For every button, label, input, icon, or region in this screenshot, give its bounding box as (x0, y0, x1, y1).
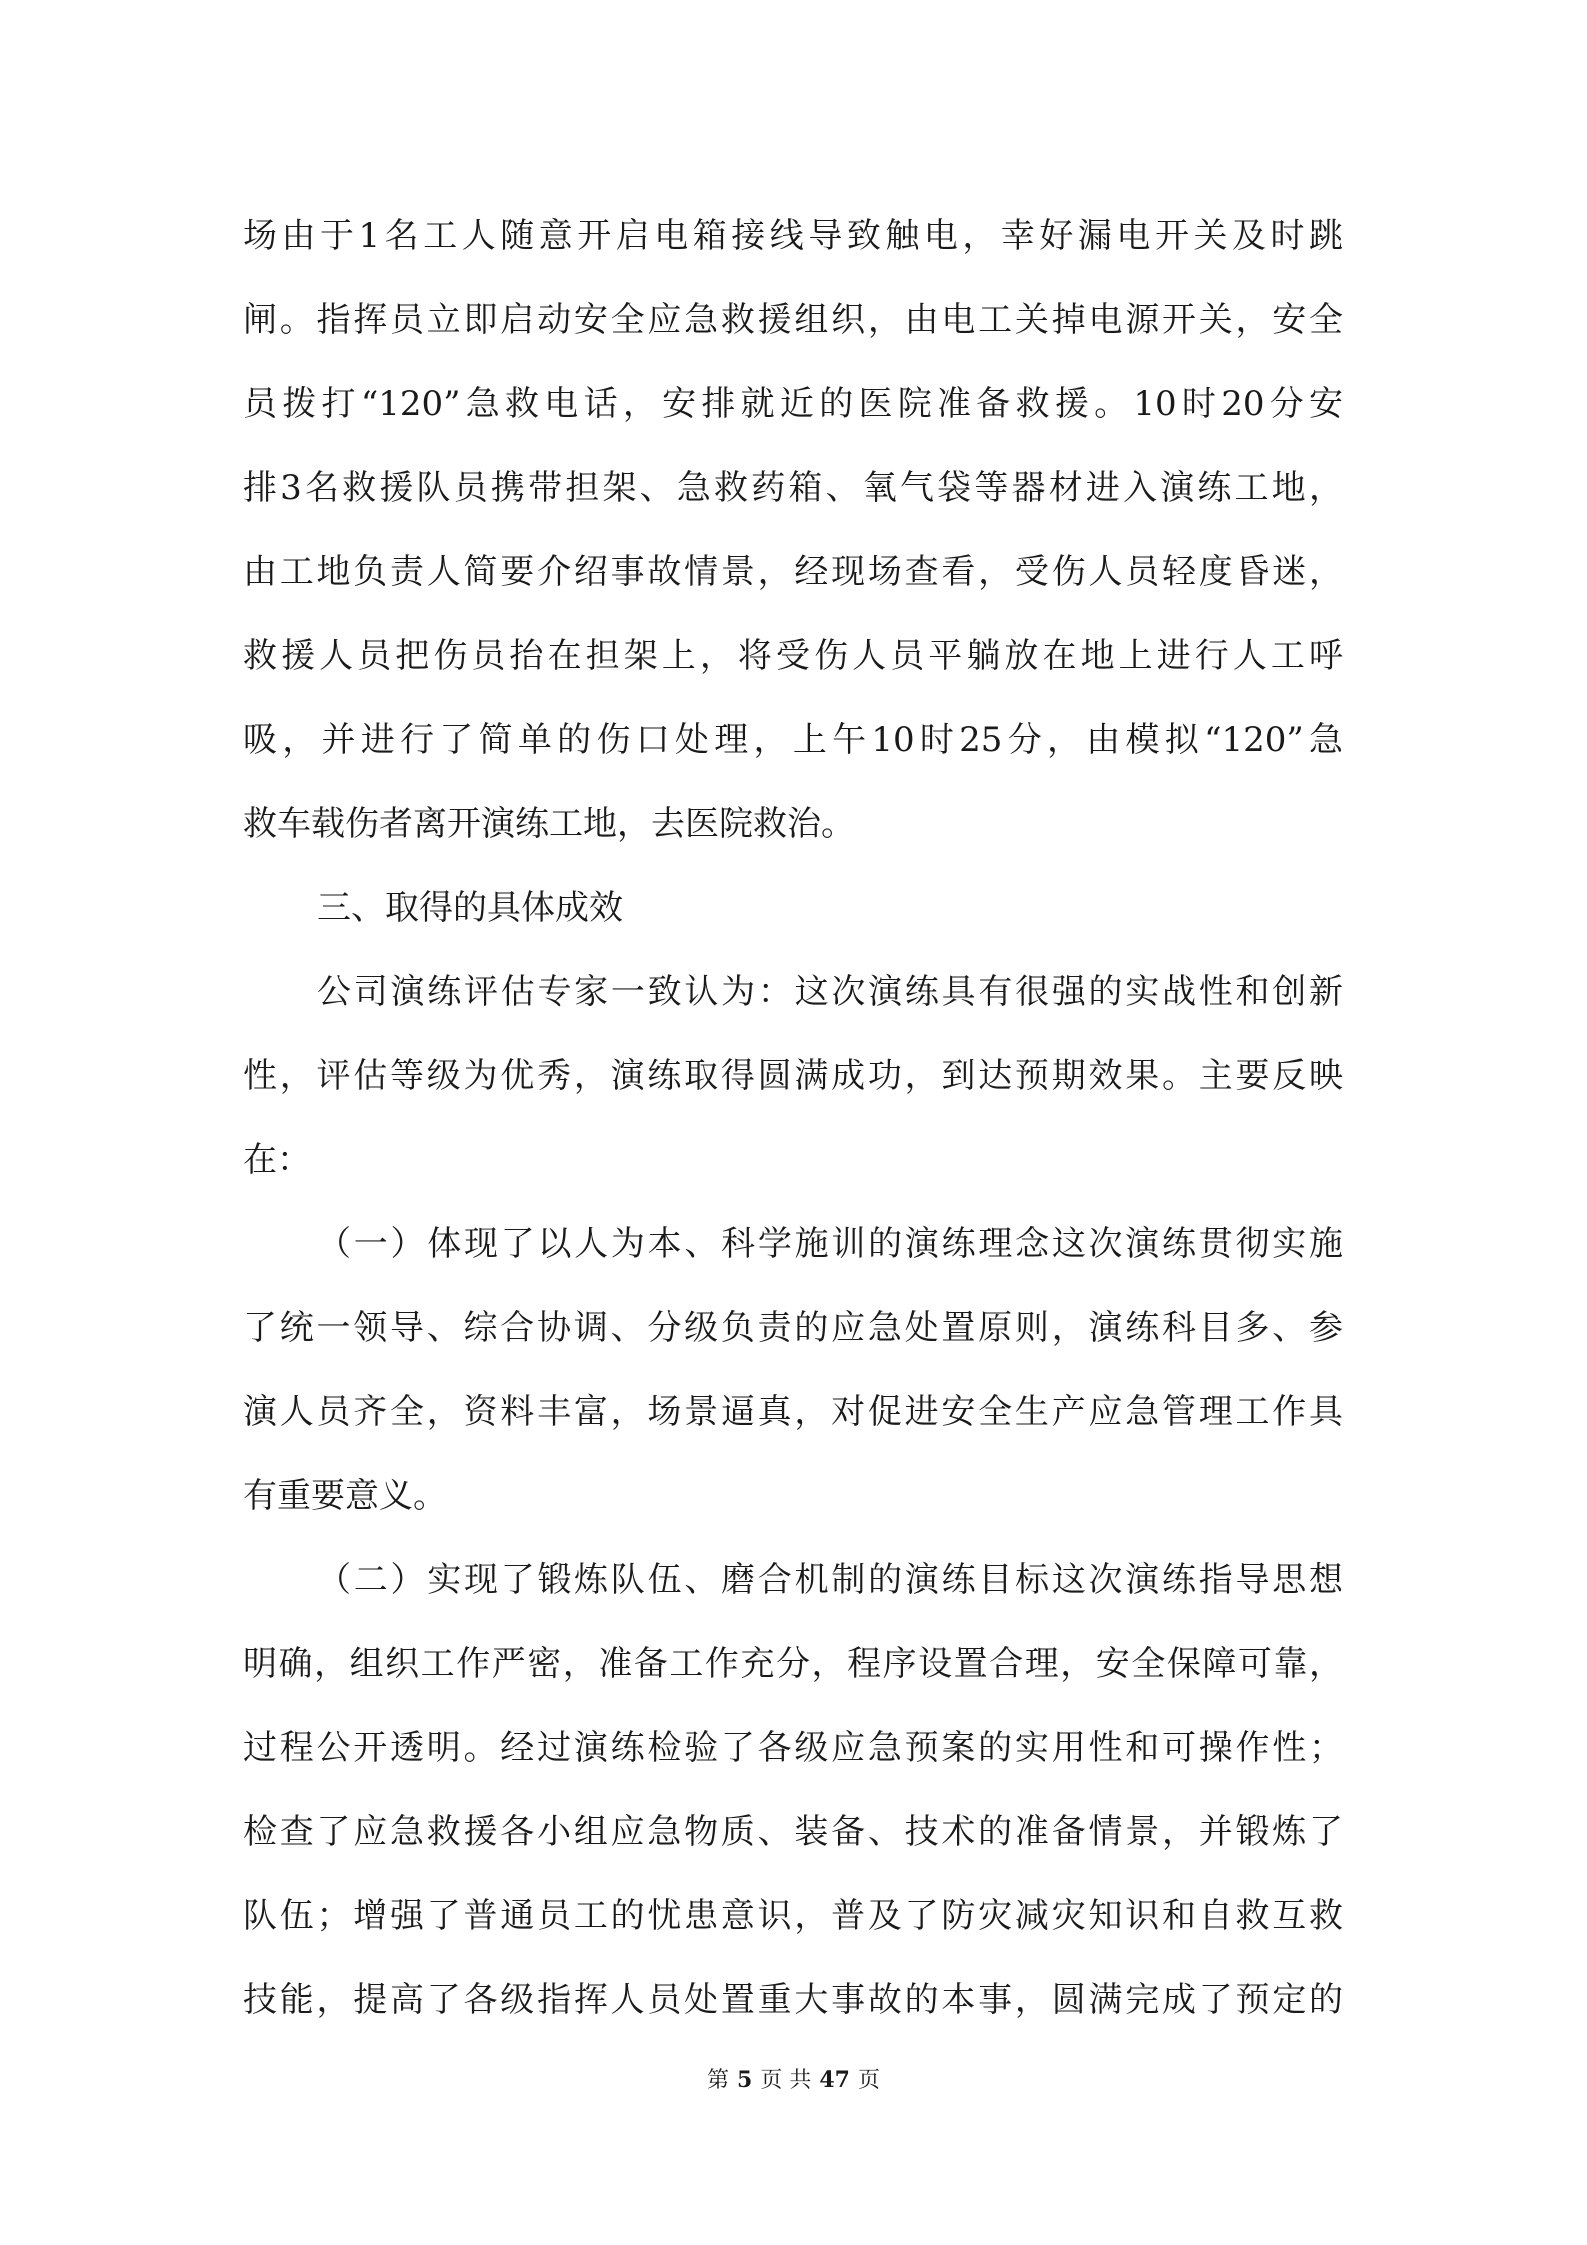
body-text-line: 排3名救援队员携带担架、急救药箱、氧气袋等器材进入演练工地， (243, 468, 1343, 508)
body-text-line: 场由于1名工人随意开启电箱接线导致触电，幸好漏电开关及时跳 (243, 216, 1343, 256)
body-text-line: 救援人员把伤员抬在担架上，将受伤人员平躺放在地上进行人工呼 (243, 636, 1343, 676)
body-text-line: 员拨打“120”急救电话，安排就近的医院准备救援。10时20分安 (243, 384, 1343, 424)
footer-prefix: 第 (707, 2068, 730, 2093)
body-text-line: 过程公开透明。经过演练检验了各级应急预案的实用性和可操作性； (243, 1728, 1343, 1768)
body-text-line: 技能，提高了各级指挥人员处置重大事故的本事，圆满完成了预定的 (243, 1980, 1343, 2020)
body-text-line: 有重要意义。 (243, 1476, 447, 1516)
body-text-line: 队伍；增强了普通员工的忧患意识，普及了防灾减灾知识和自救互救 (243, 1896, 1343, 1936)
body-text-line: 明确，组织工作严密，准备工作充分，程序设置合理，安全保障可靠， (243, 1644, 1343, 1684)
footer-middle: 页 共 (760, 2068, 812, 2093)
body-text-line: 性，评估等级为优秀，演练取得圆满成功，到达预期效果。主要反映 (243, 1056, 1343, 1096)
section-heading: 三、取得的具体成效 (317, 888, 623, 928)
body-text-line: 由工地负责人简要介绍事故情景，经现场查看，受伤人员轻度昏迷， (243, 552, 1343, 592)
body-text-line: 了统一领导、综合协调、分级负责的应急处置原则，演练科目多、参 (243, 1308, 1343, 1348)
footer-suffix: 页 (857, 2068, 880, 2093)
body-text-line: 在： (243, 1140, 311, 1180)
body-text-line: 救车载伤者离开演练工地，去医院救治。 (243, 804, 855, 844)
page-footer (0, 2060, 1587, 2100)
body-text-line: 吸，并进行了简单的伤口处理，上午10时25分，由模拟“120”急 (243, 720, 1343, 760)
page-number: 5 (737, 2067, 753, 2093)
body-text-line: 公司演练评估专家一致认为：这次演练具有很强的实战性和创新 (317, 972, 1343, 1012)
body-text-line: （二）实现了锻炼队伍、磨合机制的演练目标这次演练指导思想 (317, 1560, 1343, 1600)
body-text-line: 检查了应急救援各小组应急物质、装备、技术的准备情景，并锻炼了 (243, 1812, 1343, 1852)
page-total: 47 (819, 2067, 850, 2093)
body-text-line: （一）体现了以人为本、科学施训的演练理念这次演练贯彻实施 (317, 1224, 1343, 1264)
body-text-line: 演人员齐全，资料丰富，场景逼真，对促进安全生产应急管理工作具 (243, 1392, 1343, 1432)
body-text-line: 闸。指挥员立即启动安全应急救援组织，由电工关掉电源开关，安全 (243, 300, 1343, 340)
